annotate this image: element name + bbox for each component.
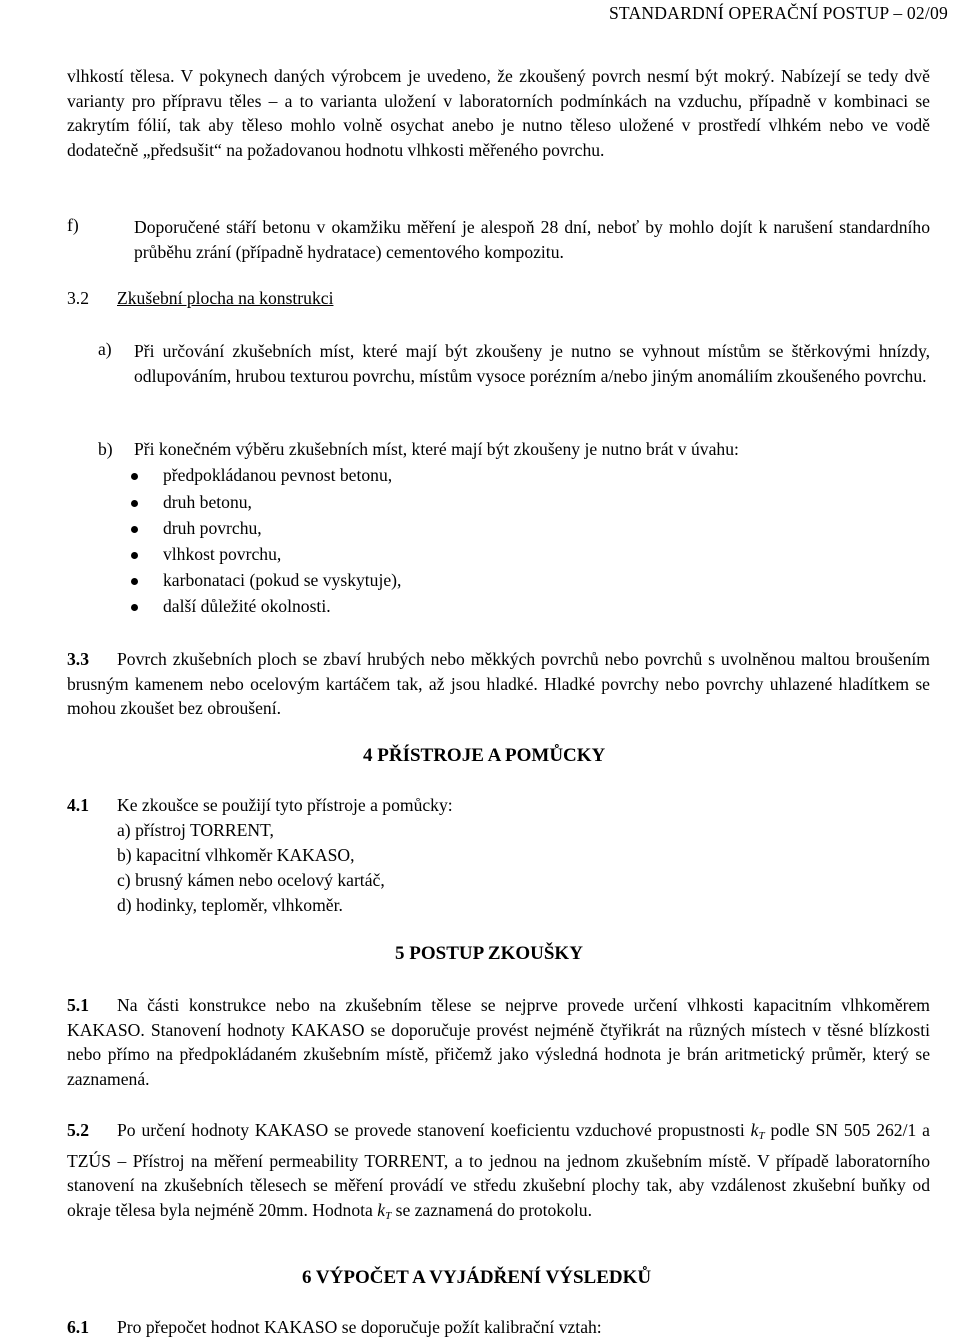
chapter-5-title: 5 POSTUP ZKOUŠKY	[395, 943, 583, 964]
item-a-text: Při určování zkušebních míst, které mají být zkoušeny je nutno se vyhnout místům se štěrkovými hnízdy, odlupováním, hrubou texturou povrchu, místům vysoce porézním a/nebo jiným anomáliím zkoušeného povrchu.	[134, 341, 930, 386]
item-f-text: Doporučené stáří betonu v okamžiku měření je alespoň 28 dní, neboť by mohlo dojít k narušení standardního průběhu zrání (případně hydratace) cementového kompozitu.	[134, 217, 930, 262]
list-item: a) přístroj TORRENT,	[117, 820, 274, 840]
symbol-k: k	[377, 1199, 386, 1220]
bullet-icon	[131, 552, 138, 559]
section-5-1-number: 5.1	[67, 995, 89, 1015]
chapter-4-title: 4 PŘÍSTROJE A POMŮCKY	[363, 745, 606, 766]
section-3-3-paragraph	[67, 647, 930, 721]
bullet-icon	[131, 604, 138, 611]
bullet-icon	[131, 500, 138, 507]
section-5-1-paragraph	[67, 993, 930, 1091]
section-3-2-title: Zkušební plocha na konstrukci	[117, 288, 334, 308]
bullet-icon	[131, 526, 138, 533]
section-5-2-paragraph: 5.2 Po určení hodnoty KAKASO se provede stanovení koeficientu vzduchové propustnosti $k_T$ podle SN 505 262/1 a TZÚS – Přístroj na měření permeability TORRENT, a to jednou na jednom zkušebním místě. V případě laboratorního stanovení na zkušebních tělesech se měření provádí ve středu zkušební plochy tak, aby vzdálenost zkušební buňky od okraje tělesa byla nejméně 20mm. Hodnota $k_T$ se zaznamená do protokolu.	[67, 1120, 930, 1222]
item-b-marker: b)	[98, 439, 113, 459]
section-4-1-number: 4.1	[67, 795, 89, 815]
section-3-2-heading	[67, 288, 333, 309]
section-3-2-number: 3.2	[67, 288, 89, 308]
item-b-text: Při konečném výběru zkušebních míst, které mají být zkoušeny je nutno brát v úvahu:	[134, 439, 739, 459]
page-header: STANDARDNÍ OPERAČNÍ POSTUP – 02/09	[608, 3, 948, 23]
section-5-1-text: Na části konstrukce nebo na zkušebním tělese se nejprve provede určení vlhkosti kapacitním vlhkoměrem KAKASO. Stanovení hodnoty KAKASO se doporučuje provést nejméně čtyřikrát na různých místech v těsné blízkosti nebo přímo na předpokládaném zkušebním místě, přičemž jako výsledná hodnota je brán aritmetický průměr, který se zaznamená.	[67, 995, 930, 1089]
intro-paragraph: vlhkostí tělesa. V pokynech daných výrobcem je uvedeno, že zkoušený povrch nesmí být mokrý. Nabízejí se tedy dvě varianty pro přípravu těles – a to varianta uložení v laboratorních podmínkách na vzduchu, případně v kombinaci se zakrytím fólií, tak aby těleso mohlo volně osychat anebo je nutno těleso uložené v prostředí vlhkém nebo ve vodě dodatečně „předsušit“ na požadovanou hodnotu vlhkosti měřeného povrchu.	[67, 66, 930, 160]
section-3-3-text: Povrch zkušebních ploch se zbaví hrubých nebo měkkých povrchů nebo povrchů s uvolněnou maltou broušením brusným kamenem nebo ocelovým kartáčem tak, až jsou hladké. Hladké povrchy nebo povrchy uhlazené hladítkem se mohou zkoušet bez obroušení.	[67, 649, 930, 718]
section-6-1-number: 6.1	[67, 1317, 89, 1337]
symbol-k: k	[750, 1120, 759, 1140]
chapter-6-title: 6 VÝPOČET A VYJÁDŘENÍ VÝSLEDKŮ	[302, 1267, 652, 1288]
list-item: c) brusný kámen nebo ocelový kartáč,	[117, 870, 385, 890]
section-3-3-number: 3.3	[67, 649, 89, 669]
bullet-icon	[131, 473, 138, 480]
list-item: b) kapacitní vlhkoměr KAKASO,	[117, 845, 355, 865]
bullet-icon	[131, 578, 138, 585]
section-6-1	[67, 1317, 602, 1338]
section-5-2-number: 5.2	[67, 1120, 89, 1140]
section-4-1	[67, 795, 453, 816]
item-a-marker: a)	[98, 339, 112, 359]
item-f-marker: f)	[67, 215, 79, 235]
list-item: d) hodinky, teploměr, vlhkoměr.	[117, 895, 343, 915]
section-6-1-text: Pro přepočet hodnot KAKASO se doporučuje požít kalibrační vztah:	[117, 1317, 602, 1337]
section-4-1-text: Ke zkoušce se použijí tyto přístroje a pomůcky:	[117, 795, 453, 815]
